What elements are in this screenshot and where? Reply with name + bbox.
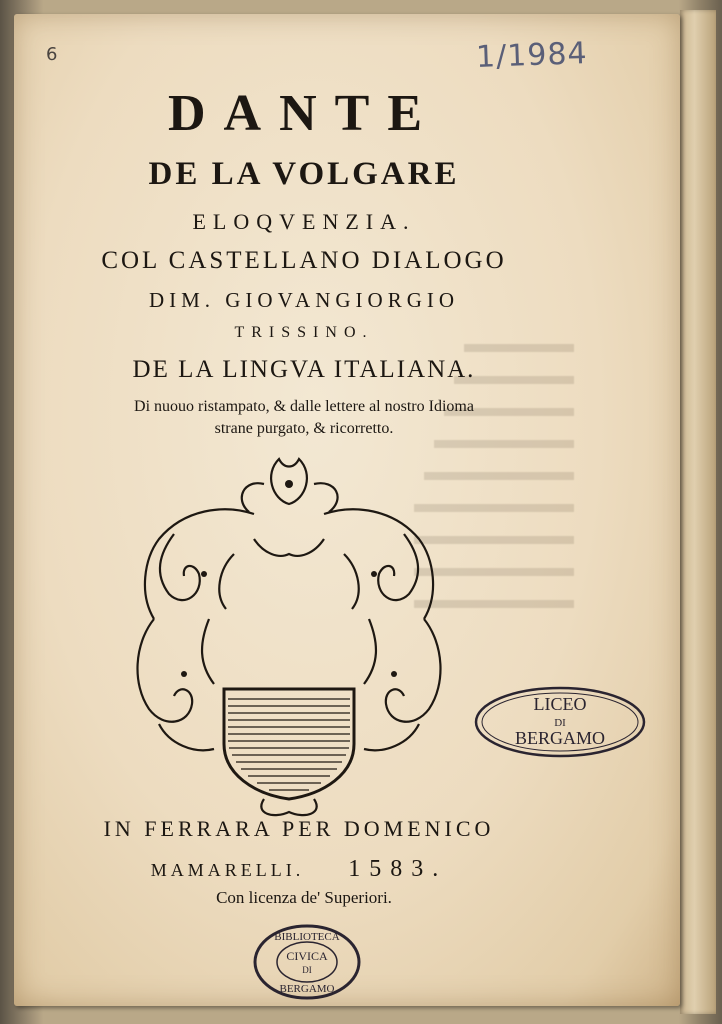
subtitle-line-1: COL CASTELLANO DIALOGO — [101, 247, 507, 274]
imprint-place: IN FERRARA PER DOMENICO — [103, 816, 495, 841]
title-line-2: ELOQVENZIA. — [192, 209, 416, 234]
subtitle-line-3: TRISSINO. — [234, 324, 374, 341]
margin-pencil-number: 6 — [46, 44, 58, 65]
publication-year: 1583. — [348, 856, 448, 882]
biblioteca-civica-stamp — [252, 922, 362, 1002]
imprint-printer-year — [114, 856, 484, 883]
edition-note-2: strane purgato, & ricorretto. — [214, 420, 394, 437]
page-edge-strip — [680, 10, 716, 1014]
stamp-liceo-line2: DI — [554, 717, 566, 729]
stamp-civica-line1: BIBLIOTECA — [274, 931, 340, 943]
title-line-1: DE LA VOLGARE — [148, 156, 460, 192]
shelf-mark-annotation: 1/1984 — [475, 36, 589, 75]
edition-note-1: Di nuouo ristampato, & dalle lettere al nostro Idioma — [134, 398, 474, 415]
stamp-civica-line3: DI — [302, 965, 312, 975]
printer-name: MAMARELLI. — [150, 860, 305, 880]
stamp-liceo-line3: BERGAMO — [514, 728, 606, 748]
author-name: DANTE — [167, 85, 441, 142]
license-line: Con licenza de' Superiori. — [216, 888, 392, 907]
stamp-civica-line2: CIVICA — [286, 949, 328, 963]
stamp-civica-line4: BERGAMO — [279, 983, 335, 995]
stamp-liceo-line1: LICEO — [533, 694, 587, 714]
liceo-bergamo-stamp — [472, 684, 648, 760]
printers-device-emblem — [114, 444, 484, 824]
subtitle-line-4: DE LA LINGVA ITALIANA. — [132, 356, 476, 383]
subtitle-line-2: DIM. GIOVANGIORGIO — [148, 288, 460, 312]
title-page — [14, 14, 680, 1006]
